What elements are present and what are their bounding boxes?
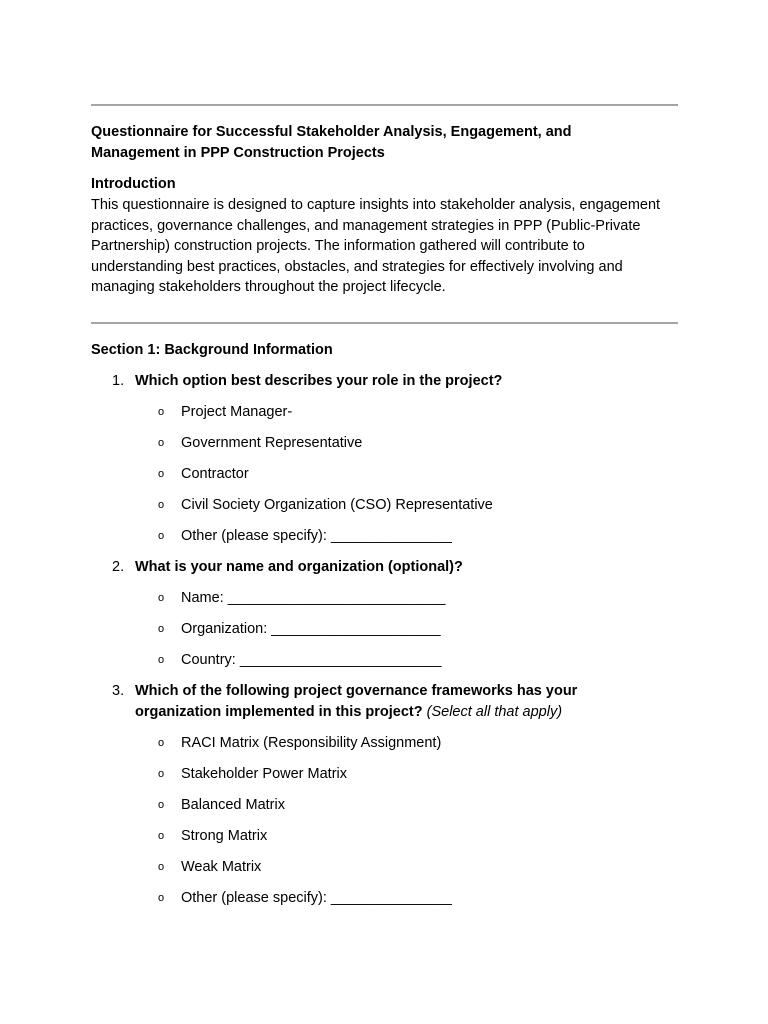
option-item[interactable] — [158, 764, 347, 785]
option-label: Other (please specify): _______________ — [181, 528, 452, 544]
organization-field[interactable] — [158, 619, 441, 640]
bullet-icon: o — [158, 654, 165, 666]
bullet-icon: o — [158, 768, 165, 780]
country-field[interactable] — [158, 650, 441, 671]
option-label: Strong Matrix — [181, 828, 268, 844]
horizontal-rule-top — [91, 104, 678, 106]
section-1-heading: Section 1: Background Information — [91, 342, 333, 358]
option-label: Government Representative — [181, 435, 363, 451]
option-item[interactable] — [158, 526, 452, 547]
option-label: Organization: _____________________ — [181, 621, 441, 637]
option-label: Civil Society Organization (CSO) Representative — [181, 497, 493, 513]
option-item[interactable] — [158, 857, 261, 878]
option-item[interactable] — [158, 464, 249, 485]
bullet-icon: o — [158, 799, 165, 811]
question-text-main: Which of the following project governance frameworks has your organization implemented in this project? — [135, 683, 578, 720]
option-label: Name: ___________________________ — [181, 590, 446, 606]
question-text: Which option best describes your role in the project? — [135, 373, 503, 389]
option-label: Contractor — [181, 466, 249, 482]
option-item[interactable] — [158, 733, 441, 754]
option-item[interactable] — [158, 795, 285, 816]
option-item[interactable] — [158, 402, 292, 423]
bullet-icon: o — [158, 592, 165, 604]
option-item[interactable] — [158, 888, 452, 909]
introduction-body: This questionnaire is designed to capture insights into stakeholder analysis, engagement practices, governance challenges, and management strategies in PPP (Public-Private Partnership) construction projects. The information gathered will contribute to understanding best practices, obstacles, and strategies for effectively involving and managing stakeholders throughout the project lifecycle. — [91, 197, 661, 295]
bullet-icon: o — [158, 468, 165, 480]
bullet-icon: o — [158, 437, 165, 449]
name-field[interactable] — [158, 588, 445, 609]
question-number: 3. — [112, 683, 125, 699]
document-title: Questionnaire for Successful Stakeholder Analysis, Engagement, and Management in PPP Construction Projects — [91, 124, 572, 161]
bullet-icon: o — [158, 406, 165, 418]
option-label: Other (please specify): _______________ — [181, 890, 452, 906]
option-label: Balanced Matrix — [181, 797, 285, 813]
horizontal-rule-middle — [91, 322, 678, 324]
question-text — [135, 681, 635, 723]
bullet-icon: o — [158, 892, 165, 904]
option-label: Country: _________________________ — [181, 652, 442, 668]
option-item[interactable] — [158, 495, 493, 516]
bullet-icon: o — [158, 499, 165, 511]
option-item[interactable] — [158, 826, 267, 847]
question-3 — [91, 681, 651, 723]
bullet-icon: o — [158, 830, 165, 842]
bullet-icon: o — [158, 623, 165, 635]
bullet-icon: o — [158, 530, 165, 542]
question-number: 1. — [112, 373, 125, 389]
bullet-icon: o — [158, 861, 165, 873]
bullet-icon: o — [158, 737, 165, 749]
question-number: 2. — [112, 559, 125, 575]
option-label: Project Manager- — [181, 404, 293, 420]
option-label: RACI Matrix (Responsibility Assignment) — [181, 735, 442, 751]
option-label: Stakeholder Power Matrix — [181, 766, 348, 782]
option-item[interactable] — [158, 433, 362, 454]
question-text: What is your name and organization (optional)? — [135, 559, 463, 575]
question-note: (Select all that apply) — [426, 704, 563, 720]
option-label: Weak Matrix — [181, 859, 262, 875]
introduction-heading: Introduction — [91, 176, 176, 192]
